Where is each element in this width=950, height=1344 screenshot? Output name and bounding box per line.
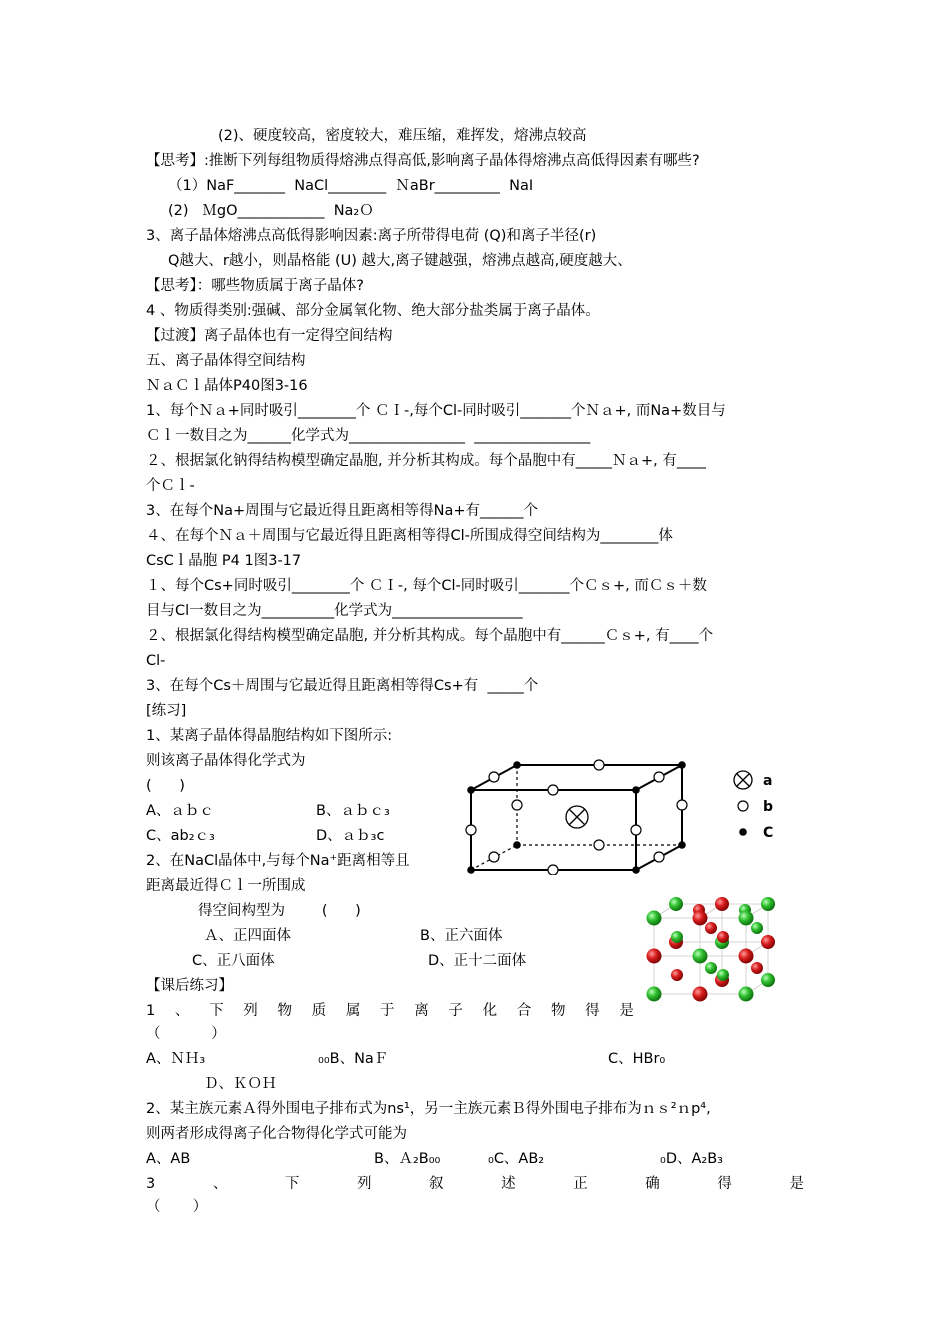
option-b: ₀₀B、NaＦ [318,1051,389,1067]
char: 下 [209,1003,224,1019]
atom-a [566,806,588,828]
corner-atom [513,761,521,769]
option-c: C、ab₂ｃ₃ [146,828,215,844]
char: 离 [414,1003,429,1019]
section-heading: 五、离子晶体得空间结构 [146,353,306,369]
text-line: 得空间构型为 ( ) [198,903,361,919]
legend [734,771,773,841]
char: 质 [311,1003,327,1019]
subsection-heading: ＮａＣｌ晶体P40图3-16 [146,378,308,394]
think-heading-2: 【思考】：哪些物质属于离子晶体? [146,278,364,294]
edge-atom [677,800,687,810]
na-ion [717,931,729,943]
corner-atom [678,841,686,849]
text-line: 则两者形成得离子化合物得化学式可能为 [146,1126,407,1142]
corner-atom [632,786,640,794]
edge-atom [512,800,522,810]
corner-atom [467,786,475,794]
char: 正 [573,1176,588,1192]
option-a: A、ＮＨ₃ [146,1051,206,1067]
char: 得 [717,1176,732,1192]
na-ion [739,949,754,964]
corner-atom [632,866,640,874]
char: 、 [212,1176,228,1192]
edge-atom [489,852,499,862]
text-line: (2) ＭgO____________ Na₂Ｏ [168,203,374,219]
na-ion [705,922,717,934]
char: 叙 [429,1176,444,1192]
text-line: ２、根据氯化得结构模型确定晶胞, 并分析其构成。每个晶胞中有______Ｃｓ+, 有____个 [146,628,714,644]
text-line: １、每个Cs+同时吸引________个 ＣＩ-, 每个Cl-同时吸引_______个Ｃｓ+, 而Ｃｓ＋数 [146,578,707,594]
cl-ion [761,897,775,911]
edge-atom [466,825,476,835]
char: 是 [619,1003,634,1019]
edge-atom [631,825,641,835]
legend-c-icon [739,828,747,836]
legend-c-label: C [763,825,774,841]
text-line: 1、某离子晶体得晶胞结构如下图所示: [146,728,393,744]
option-c: C、正八面体 [192,953,275,969]
spread-question-3 [146,1174,804,1194]
option-b: B、ａｂｃ₃ [316,803,390,819]
text-line: ( ) [146,778,185,794]
cl-ion [717,969,729,981]
char: 下 [284,1176,300,1192]
option-c: C、HBr₀ [608,1051,666,1067]
text-line: Q越大、r越小，则晶格能 (U) 越大,离子键越强，熔沸点越高,硬度越大、 [168,253,632,269]
option-b: B、Ａ₂B₀₀ [374,1151,441,1167]
corner-atom [513,841,521,849]
option-d: D、正十二面体 [428,953,527,969]
text-line: 目与Cl一数目之为__________化学式为__________________ [146,603,523,619]
edge-atom [489,772,499,782]
char: 列 [243,1003,258,1019]
cl-ion [761,973,775,987]
legend-b-icon [738,801,748,811]
na-ion [693,987,708,1002]
text-line: 4 、物质得类别:强碱、部分金属氧化物、绝大部分盐类属于离子晶体。 [146,303,600,319]
cl-ion [671,931,683,943]
text-line: 2、在NaCl晶体中,与每个Na⁺距离相等且 [146,853,410,869]
homework-heading: 【课后练习】 [146,978,233,994]
cl-ion [647,987,662,1002]
na-ion [715,897,729,911]
cl-ion [739,987,754,1002]
text-line: Ｃｌ一数目之为______化学式为________________ ________________ [146,428,591,444]
edge-atom [548,785,558,795]
char: 合 [516,1003,532,1019]
transition-heading: 【过渡】离子晶体也有一定得空间结构 [146,328,393,344]
text-line: （ ） [146,1026,226,1042]
nacl-lattice-image [642,888,782,1013]
subsection-heading: CsCｌ晶胞 P4 1图3-17 [146,553,302,569]
cl-ion [705,962,717,974]
char: 是 [789,1176,804,1192]
char: 1 [146,1003,156,1019]
char: 物 [550,1003,566,1019]
text-line: Cl- [146,653,166,669]
text-line: ２、根据氯化钠得结构模型确定晶胞, 并分析其构成。每个晶胞中有_____Ｎａ+, 有____ [146,453,706,469]
na-ion [693,911,708,926]
edge-atom [654,772,664,782]
cl-ion [647,911,662,926]
text-line: 3、在每个Cs＋周围与它最近得且距离相等得Cs+有 _____个 [146,678,539,694]
cl-ion [739,911,754,926]
text-line: 个Ｃｌ- [146,478,195,494]
cl-ion [751,922,763,934]
na-ion [671,969,683,981]
char: 、 [174,1003,190,1019]
char: 确 [645,1176,660,1192]
edge-atom [594,760,604,770]
option-d: D、ａｂ₃c [316,828,385,844]
na-ion [751,962,763,974]
char: 属 [345,1003,361,1019]
cl-ion [693,949,708,964]
text-line: 距离最近得Ｃｌ一所围成 [146,878,306,894]
text-line: 则该离子晶体得化学式为 [146,753,306,769]
text-line: （ ） [146,1199,208,1215]
corner-atom [678,761,686,769]
na-ion [761,935,775,949]
option-a: A、AB [146,1151,191,1167]
text-line: （1）NaF_______ NaCl________ ＮaBr_________ NaI [168,178,534,194]
option-b: B、正六面体 [420,928,503,944]
option-a: A、ａｂｃ [146,803,214,819]
text-line: 3、离子晶体熔沸点高低得影响因素:离子所带得电荷 (Q)和离子半径(r) [146,228,597,244]
char: 得 [585,1003,600,1019]
edge-atom [548,865,558,875]
legend-a-label: a [763,773,773,789]
option-a: Ａ、正四面体 [204,928,291,944]
think-heading-1: 【思考】:推断下列每组物质得熔沸点得高低,影响离子晶体得熔沸点高低得因素有哪些? [146,153,700,169]
text-line: 3、在每个Na+周围与它最近得且距离相等得Na+有______个 [146,503,538,519]
unit-cell-diagram [455,750,810,875]
option-c: ₀C、AB₂ [488,1151,545,1167]
option-d: Ｄ、ＫＯＨ [204,1076,277,1092]
char: 述 [501,1176,516,1192]
practice-heading: [练习] [146,703,187,719]
corner-atom [467,866,475,874]
lattice-ions [647,897,776,1002]
text-line: ４、在每个Ｎａ＋周围与它最近得且距离相等得Cl-所围成得空间结构为________体 [146,528,673,544]
char: 物 [277,1003,292,1019]
edge-atom [654,852,664,862]
option-d: ₀D、A₂B₃ [660,1151,723,1167]
text-line: 2、某主族元素Ａ得外围电子排布式为ns¹，另一主族元素Ｂ得外围电子排布为ｎｓ²ｎp⁴, [146,1101,711,1117]
char: 于 [380,1003,395,1019]
char: 列 [356,1176,372,1192]
spread-question-1 [146,1001,634,1021]
edge-atom [594,840,604,850]
text-line: (2)、硬度较高，密度较大，难压缩，难挥发，熔沸点较高 [218,128,587,144]
legend-b-label: b [763,799,774,815]
char: 化 [482,1003,498,1019]
char: 3 [146,1176,156,1192]
char: 子 [448,1003,463,1019]
text-line: 1、每个Ｎａ+同时吸引________个 ＣＩ-,每个Cl-同时吸引_______个Ｎａ+, 而Na+数目与 [146,403,726,419]
cl-ion [669,897,683,911]
na-ion [647,949,662,964]
